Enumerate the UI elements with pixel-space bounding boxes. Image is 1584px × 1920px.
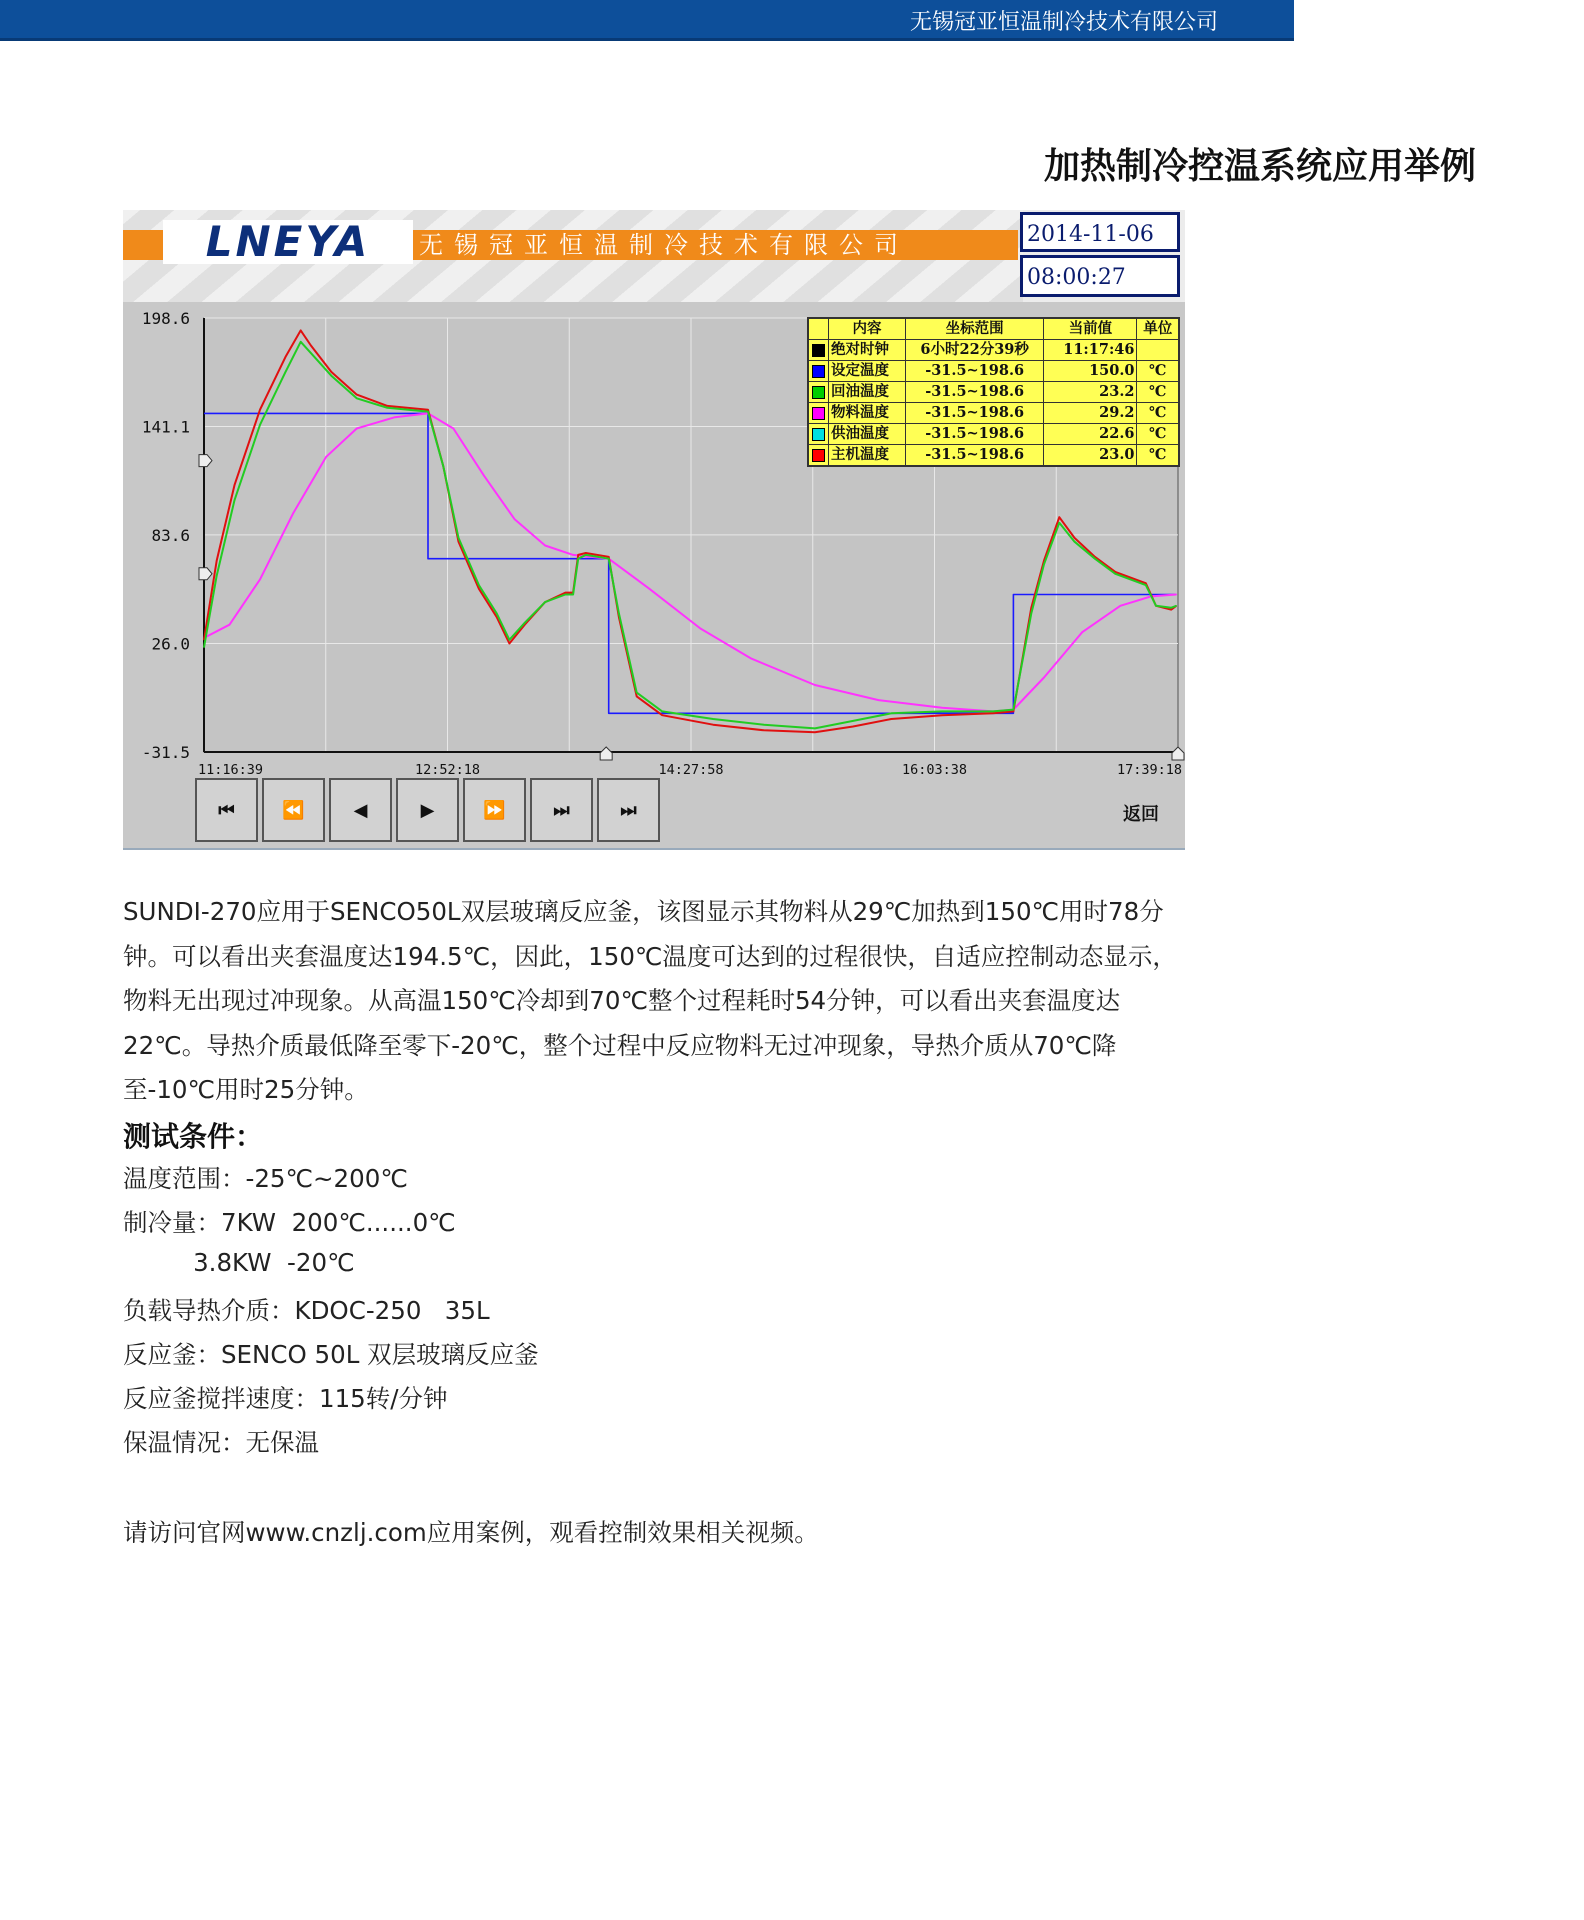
data-point [478, 584, 479, 585]
data-point [331, 371, 332, 372]
data-point [942, 707, 943, 708]
data-point [878, 700, 879, 701]
data-point [578, 558, 579, 559]
data-point [259, 409, 260, 410]
condition-item: 制冷量：7KW 200℃......0℃ [123, 1208, 456, 1237]
data-point [1155, 605, 1156, 606]
banner-company: 无锡冠亚恒温制冷技术有限公司 [419, 231, 909, 259]
data-point [891, 718, 892, 719]
data-point [496, 613, 497, 614]
x-tick-label: 12:52:18 [414, 762, 481, 778]
back-icon: ◀ [353, 799, 368, 821]
data-point [1176, 605, 1177, 606]
time-display: 08:00:27 [1020, 255, 1180, 297]
legend-value: 11:17:46 [1044, 340, 1137, 361]
data-point [234, 485, 235, 486]
data-point [259, 424, 260, 425]
data-point [565, 594, 566, 595]
data-point [509, 639, 510, 640]
legend-swatch [812, 344, 825, 357]
data-point [427, 411, 428, 412]
data-point [216, 560, 217, 561]
legend-name: 供油温度 [829, 424, 906, 445]
data-point [565, 592, 566, 593]
legend-range: -31.5~198.6 [905, 445, 1044, 466]
first-button[interactable] [195, 778, 258, 842]
legend-unit: ℃ [1137, 361, 1179, 382]
legend-name: 绝对时钟 [829, 340, 906, 361]
legend-name: 主机温度 [829, 445, 906, 466]
data-point [700, 628, 701, 629]
data-point [514, 518, 515, 519]
condition-item: 保温情况：无保温 [123, 1428, 319, 1457]
data-point [992, 713, 993, 714]
data-point [1176, 594, 1177, 595]
visit-link-text: 请访问官网www.cnzlj.com应用案例，观看控制效果相关视频。 [123, 1518, 819, 1547]
y-tick-label: 141.1 [141, 417, 190, 437]
data-point [814, 728, 815, 729]
legend-value: 150.0 [1044, 361, 1137, 382]
data-point [578, 554, 579, 555]
legend-value: 29.2 [1044, 403, 1137, 424]
data-point [636, 696, 637, 697]
y-tick-label: 198.6 [141, 309, 190, 328]
data-point [310, 352, 311, 353]
y-tick-label: 83.6 [151, 525, 190, 545]
condition-item: 反应釜搅拌速度：115转/分钟 [123, 1384, 448, 1413]
description-paragraph: SUNDI-270应用于SENCO50L双层玻璃反应釜，该图显示其物料从29℃加热到150℃用时78分钟。可以看出夹套温度达194.5℃，因此，150℃温度可达到的过程很快，自适应控制动态显示，物料无出现过冲现象。从高温150℃冷却到70℃整个过程耗时54分钟，可以看出夹套温度达22℃。导热介质最低降至零下-20℃，整个过程中反应物料无过冲现象，导热介质从70℃降至-10℃用时25分钟。 [123, 897, 1177, 1104]
data-point [458, 537, 459, 538]
data-point [763, 730, 764, 731]
data-point [387, 407, 388, 408]
data-point [1082, 632, 1083, 633]
condition-item: 温度范围：-25℃~200℃ [123, 1164, 408, 1193]
legend-unit: ℃ [1137, 403, 1179, 424]
x-tick-label: 16:03:38 [901, 762, 968, 778]
data-point [1074, 537, 1075, 538]
legend-value: 23.2 [1044, 382, 1137, 403]
data-point [1171, 609, 1172, 610]
legend-table [807, 317, 1180, 467]
legend-row [809, 340, 1179, 361]
data-point [636, 692, 637, 693]
data-point [229, 624, 230, 625]
data-point [356, 398, 357, 399]
data-point [1013, 711, 1014, 712]
data-point [544, 545, 545, 546]
data-point [1145, 584, 1146, 585]
data-point [649, 588, 650, 589]
data-point [942, 715, 943, 716]
end-button[interactable] [597, 778, 660, 842]
data-point [1074, 541, 1075, 542]
header-company: 无锡冠亚恒温制冷技术有限公司 [909, 10, 1218, 35]
forward-icon: ▶ [420, 799, 435, 821]
x-tick-label: 14:27:58 [658, 762, 724, 778]
legend-range: -31.5~198.6 [905, 403, 1044, 424]
legend-range: -31.5~198.6 [905, 382, 1044, 403]
data-point [992, 711, 993, 712]
legend-value: 22.6 [1044, 424, 1137, 445]
data-point [608, 558, 609, 559]
data-point [453, 428, 454, 429]
data-point [331, 375, 332, 376]
data-point [478, 588, 479, 589]
data-point [394, 417, 395, 418]
hmi-screen [123, 210, 1185, 850]
data-point [259, 579, 260, 580]
legend-row [809, 403, 1179, 424]
legend-name: 设定温度 [829, 361, 906, 382]
fast-forward-button[interactable] [463, 778, 526, 842]
data-point [1094, 558, 1095, 559]
legend-unit: ℃ [1137, 445, 1179, 466]
data-point [387, 405, 388, 406]
data-point [712, 724, 713, 725]
data-point [443, 466, 444, 467]
data-point [763, 724, 764, 725]
back-button[interactable] [329, 778, 392, 842]
fast-back-icon: ⏪ [282, 799, 305, 821]
legend-swatch [812, 386, 825, 399]
legend-header: 坐标范围 [905, 319, 1044, 340]
data-point [1013, 709, 1014, 710]
data-point [326, 456, 327, 457]
legend-header: 单位 [1137, 319, 1179, 340]
data-point [1031, 613, 1032, 614]
legend-row [809, 361, 1179, 382]
legend-value: 23.0 [1044, 445, 1137, 466]
page-title: 加热制冷控温系统应用举例 [1043, 146, 1476, 187]
legend-unit [1137, 340, 1179, 361]
y-tick-label: -31.5 [141, 743, 190, 762]
legend-range: -31.5~198.6 [905, 361, 1044, 382]
data-point [483, 475, 484, 476]
data-point [1059, 522, 1060, 523]
condition-item: 反应釜：SENCO 50L 双层玻璃反应釜 [123, 1340, 539, 1369]
last-button[interactable] [530, 778, 593, 842]
legend-range: 6小时22分39秒 [905, 340, 1044, 361]
legend-range: -31.5~198.6 [905, 424, 1044, 445]
data-point [1120, 605, 1121, 606]
data-point [1059, 517, 1060, 518]
data-point [572, 594, 573, 595]
fast-forward-icon: ⏩ [483, 799, 506, 821]
data-point [234, 500, 235, 501]
data-point [751, 658, 752, 659]
legend-header: 当前值 [1044, 319, 1137, 340]
data-point [544, 601, 545, 602]
y-tick-label: 26.0 [151, 634, 190, 654]
data-point [814, 732, 815, 733]
data-point [608, 556, 609, 557]
data-point [509, 643, 510, 644]
legend-unit: ℃ [1137, 382, 1179, 403]
data-point [300, 330, 301, 331]
fast-back-button[interactable] [262, 778, 325, 842]
return-button[interactable]: 返回 [1123, 804, 1159, 825]
data-point [1145, 583, 1146, 584]
data-point [852, 726, 853, 727]
legend-row [809, 424, 1179, 445]
legend-swatch [812, 407, 825, 420]
data-point [618, 613, 619, 614]
end-icon: ⏭ [620, 799, 637, 821]
data-point [285, 356, 286, 357]
top-bar [0, 0, 1294, 41]
data-point [1171, 607, 1172, 608]
data-point [356, 394, 357, 395]
last-icon: ⏭ [553, 799, 570, 821]
conditions-title: 测试条件： [123, 1120, 264, 1153]
data-point [1043, 677, 1044, 678]
data-point [300, 341, 301, 342]
data-point [891, 713, 892, 714]
data-point [427, 409, 428, 410]
data-point [285, 371, 286, 372]
legend-row [809, 382, 1179, 403]
data-point [292, 513, 293, 514]
data-point [662, 715, 663, 716]
legend-swatch [812, 365, 825, 378]
data-point [572, 554, 573, 555]
data-point [662, 711, 663, 712]
data-point [1043, 564, 1044, 565]
legend-row [809, 445, 1179, 466]
data-point [203, 647, 204, 648]
legend-unit: ℃ [1137, 424, 1179, 445]
legend-swatch [812, 449, 825, 462]
legend-header-blank [809, 319, 829, 340]
forward-button[interactable] [396, 778, 459, 842]
data-point [852, 720, 853, 721]
data-point [585, 552, 586, 553]
data-point [1115, 573, 1116, 574]
data-point [356, 428, 357, 429]
condition-item: 3.8KW -20℃ [123, 1248, 355, 1277]
first-icon: ⏮ [218, 799, 235, 821]
data-point [814, 684, 815, 685]
legend-name: 物料温度 [829, 403, 906, 424]
legend-name: 回油温度 [829, 382, 906, 403]
date-display: 2014-11-06 [1020, 212, 1180, 252]
data-point [585, 554, 586, 555]
x-tick-label: 17:39:18 [1116, 762, 1182, 778]
data-point [942, 711, 943, 712]
data-point [524, 622, 525, 623]
lneya-logo: LNEYA [163, 220, 413, 264]
condition-item: 负载导热介质：KDOC-250 35L [123, 1296, 490, 1325]
data-point [496, 617, 497, 618]
hmi-banner [123, 210, 1185, 302]
data-point [216, 575, 217, 576]
legend-header: 内容 [829, 319, 906, 340]
data-point [712, 718, 713, 719]
x-tick-label: 11:16:39 [198, 762, 264, 778]
legend-swatch [812, 428, 825, 441]
data-point [310, 345, 311, 346]
